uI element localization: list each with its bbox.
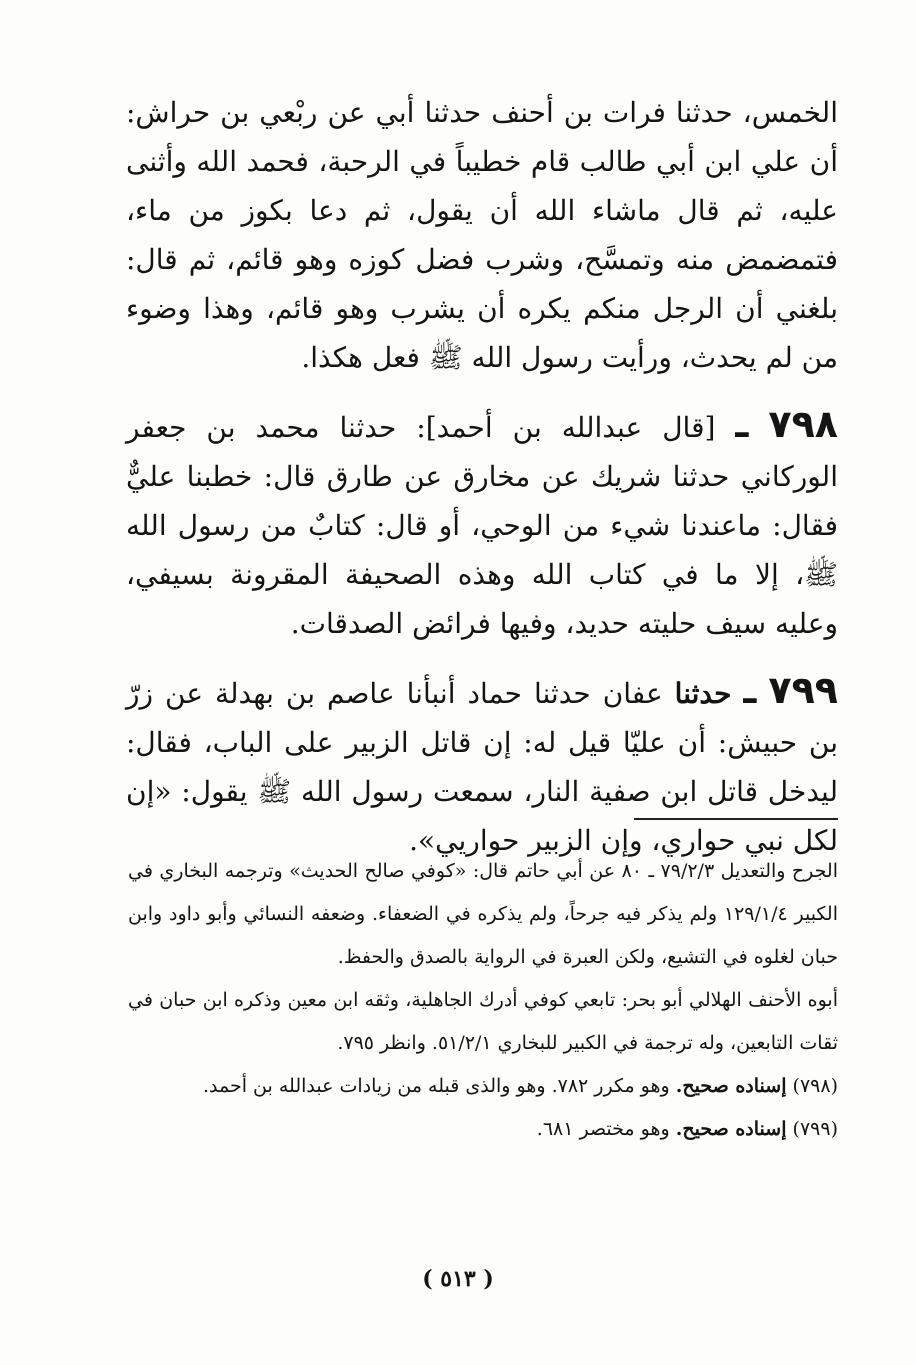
- footnote-number-799: (٧٩٩): [792, 1118, 838, 1140]
- footnote-number-798: (٧٩٨): [792, 1075, 838, 1097]
- footnote-continued: الجرح والتعديل ٧٩/٢/٣ ـ ٨٠ عن أبي حاتم قال: «كوفي صالح الحديث» وترجمه البخاري في الكبير ١٢٩/١/٤ ولم يذكر فيه جرحاً، ولم يذكره في الضعفاء. وضعفه النسائي وأبو داود وابن حبان لغلوه في التشيع، ولكن العبرة في الرواية بالصدق والحفظ.: [128, 860, 839, 968]
- page-number: ( ٥١٣ ): [422, 1266, 494, 1292]
- hadith-dash-799: ـ: [743, 668, 757, 712]
- footnote-text-798: وهو مكرر ٧٨٢. وهو والذى قبله من زيادات عبدالله بن أحمد.: [202, 1075, 670, 1097]
- hadith-text-798: [قال عبدالله بن أحمد]: حدثنا محمد بن جعفر الوركاني حدثنا شريك عن مخارق عن طارق قال: خطبنا عليٌّ فقال: ماعندنا شيء من الوحي، أو قال: كتابٌ من رسول الله ﷺ، إلا ما في كتاب الله وهذه الصحيفة المقرونة بسيفي، وعليه سيف حليته حديد، وفيها فرائض الصدقات.: [126, 411, 838, 640]
- footnote-text-799: وهو مختصر ٦٨١.: [536, 1118, 670, 1140]
- footnote-father: أبوه الأحنف الهلالي أبو بحر: تابعي كوفي أدرك الجاهلية، وثقه ابن معين وذكره ابن حبان في ثقات التابعين، وله ترجمة في الكبير للبخاري ٥١/٢/١. وانظر ٧٩٥.: [128, 989, 838, 1054]
- paragraph-continued: الخمس، حدثنا فرات بن أحنف حدثنا أبي عن ربْعي بن حراش: أن علي ابن أبي طالب قام خطيباً في الرحبة، فحمد الله وأثنى عليه، ثم قال ماشاء الله أن يقول، ثم دعا بكوز من ماء، فتمضمض منه وتمسَّح، وشرب فضل كوزه وهو قائم، ثم قال: بلغني أن الرجل منكم يكره أن يشرب وهو قائم، وهذا وضوء من لم يحدث، ورأيت رسول الله ﷺ فعل هكذا.: [126, 96, 838, 374]
- footnote-grade-798: إسناده صحيح.: [675, 1075, 787, 1097]
- hadith-dash-798: ـ: [735, 402, 749, 446]
- footnote-798: [128, 1065, 838, 1108]
- footnotes: [128, 850, 838, 1151]
- hadith-798: [126, 400, 838, 648]
- main-text: [126, 88, 838, 883]
- hadith-lead-799: حدثنا: [674, 677, 732, 710]
- footnote-grade-799: إسناده صحيح.: [675, 1118, 787, 1140]
- hadith-799: [126, 666, 838, 865]
- hadith-number-798: ٧٩٨: [768, 402, 838, 446]
- footnote-799: [128, 1108, 838, 1151]
- footnote-divider: [634, 818, 838, 820]
- hadith-text-799: عفان حدثنا حماد أنبأنا عاصم بن بهدلة عن زرّ بن حبيش: أن عليّا قيل له: إن قاتل الزبير على الباب، فقال: ليدخل قاتل ابن صفية النار، سمعت رسول الله ﷺ يقول: «إن لكل نبي حواري، وإن الزبير حواريي».: [126, 677, 838, 857]
- hadith-number-799: ٧٩٩: [768, 668, 838, 712]
